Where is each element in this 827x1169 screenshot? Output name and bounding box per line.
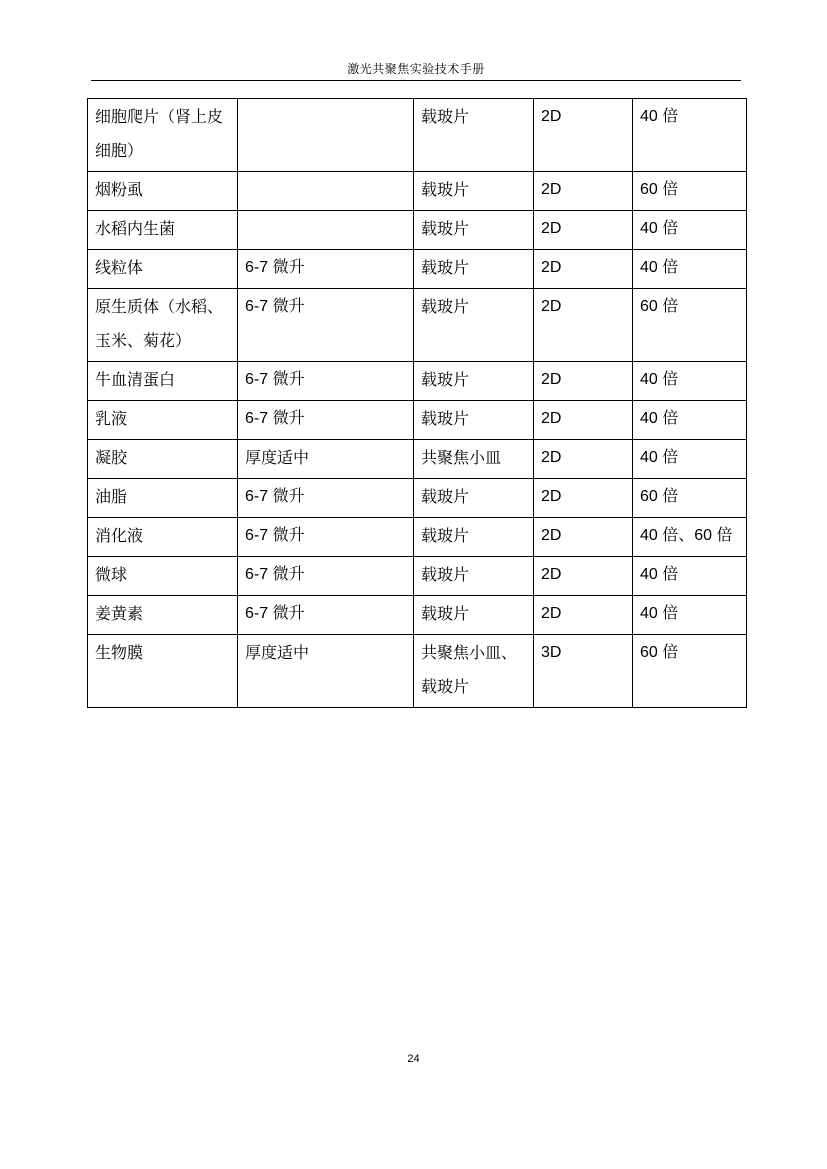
cell-volume <box>238 211 414 250</box>
cell-volume <box>238 99 414 172</box>
cell-volume: 6-7 微升 <box>238 479 414 518</box>
cell-carrier: 载玻片 <box>414 172 534 211</box>
cell-volume <box>238 172 414 211</box>
cell-sample-name: 细胞爬片（肾上皮细胞） <box>88 99 238 172</box>
cell-volume: 6-7 微升 <box>238 362 414 401</box>
cell-sample-name: 微球 <box>88 557 238 596</box>
cell-dimension: 2D <box>534 99 633 172</box>
cell-magnification: 40 倍 <box>633 596 747 635</box>
cell-dimension: 2D <box>534 440 633 479</box>
sample-table-body <box>88 99 747 708</box>
cell-carrier: 共聚焦小皿、载玻片 <box>414 635 534 708</box>
table-row <box>88 479 747 518</box>
cell-volume: 6-7 微升 <box>238 596 414 635</box>
cell-sample-name: 生物膜 <box>88 635 238 708</box>
table-row <box>88 440 747 479</box>
cell-carrier: 载玻片 <box>414 518 534 557</box>
cell-magnification: 40 倍 <box>633 250 747 289</box>
cell-dimension: 2D <box>534 596 633 635</box>
cell-magnification: 40 倍 <box>633 362 747 401</box>
cell-sample-name: 水稻内生菌 <box>88 211 238 250</box>
table-row <box>88 635 747 708</box>
cell-volume: 6-7 微升 <box>238 401 414 440</box>
cell-magnification: 60 倍 <box>633 479 747 518</box>
cell-sample-name: 消化液 <box>88 518 238 557</box>
header-rule <box>91 80 741 81</box>
cell-sample-name: 油脂 <box>88 479 238 518</box>
cell-carrier: 载玻片 <box>414 211 534 250</box>
table-row <box>88 557 747 596</box>
cell-volume: 6-7 微升 <box>238 250 414 289</box>
cell-sample-name: 烟粉虱 <box>88 172 238 211</box>
cell-carrier: 共聚焦小皿 <box>414 440 534 479</box>
cell-volume: 6-7 微升 <box>238 289 414 362</box>
cell-carrier: 载玻片 <box>414 557 534 596</box>
cell-volume: 6-7 微升 <box>238 518 414 557</box>
cell-dimension: 2D <box>534 518 633 557</box>
cell-dimension: 2D <box>534 362 633 401</box>
cell-carrier: 载玻片 <box>414 289 534 362</box>
table-row <box>88 211 747 250</box>
cell-carrier: 载玻片 <box>414 99 534 172</box>
cell-magnification: 60 倍 <box>633 172 747 211</box>
table-row <box>88 518 747 557</box>
page-header-title: 激光共聚焦实验技术手册 <box>347 62 485 76</box>
cell-dimension: 2D <box>534 557 633 596</box>
cell-dimension: 3D <box>534 635 633 708</box>
cell-magnification: 40 倍、60 倍 <box>633 518 747 557</box>
cell-sample-name: 线粒体 <box>88 250 238 289</box>
table-row <box>88 250 747 289</box>
cell-volume: 厚度适中 <box>238 635 414 708</box>
cell-sample-name: 乳液 <box>88 401 238 440</box>
cell-dimension: 2D <box>534 211 633 250</box>
cell-magnification: 40 倍 <box>633 401 747 440</box>
table-row <box>88 172 747 211</box>
table-row <box>88 289 747 362</box>
cell-carrier: 载玻片 <box>414 250 534 289</box>
cell-carrier: 载玻片 <box>414 479 534 518</box>
table-row <box>88 401 747 440</box>
cell-dimension: 2D <box>534 479 633 518</box>
cell-magnification: 40 倍 <box>633 99 747 172</box>
table-row <box>88 362 747 401</box>
cell-carrier: 载玻片 <box>414 362 534 401</box>
cell-dimension: 2D <box>534 172 633 211</box>
table-row <box>88 99 747 172</box>
cell-dimension: 2D <box>534 250 633 289</box>
sample-table <box>87 98 747 708</box>
table-row <box>88 596 747 635</box>
cell-magnification: 40 倍 <box>633 211 747 250</box>
cell-carrier: 载玻片 <box>414 596 534 635</box>
cell-sample-name: 凝胶 <box>88 440 238 479</box>
cell-magnification: 40 倍 <box>633 440 747 479</box>
cell-magnification: 60 倍 <box>633 635 747 708</box>
cell-sample-name: 牛血清蛋白 <box>88 362 238 401</box>
cell-sample-name: 原生质体（水稻、玉米、菊花） <box>88 289 238 362</box>
page-number: 24 <box>407 1053 420 1065</box>
cell-dimension: 2D <box>534 289 633 362</box>
cell-carrier: 载玻片 <box>414 401 534 440</box>
cell-volume: 6-7 微升 <box>238 557 414 596</box>
cell-sample-name: 姜黄素 <box>88 596 238 635</box>
cell-magnification: 60 倍 <box>633 289 747 362</box>
cell-magnification: 40 倍 <box>633 557 747 596</box>
cell-dimension: 2D <box>534 401 633 440</box>
cell-volume: 厚度适中 <box>238 440 414 479</box>
